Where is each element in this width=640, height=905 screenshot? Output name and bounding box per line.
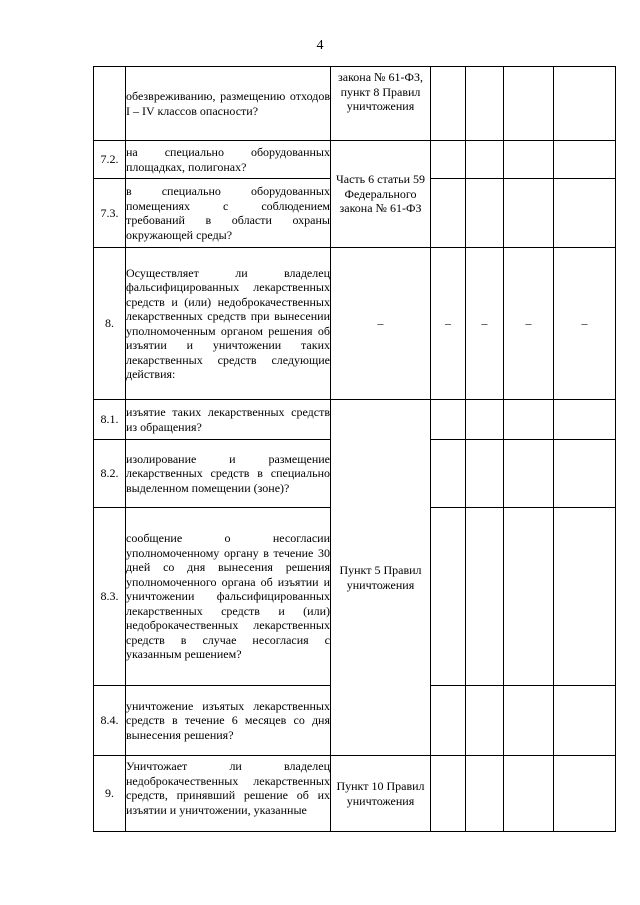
row-number: 7.3. [94, 179, 126, 248]
answer-no-cell [466, 686, 504, 756]
table-row [94, 67, 616, 141]
row-number: 8.4. [94, 686, 126, 756]
answer-no-cell [466, 756, 504, 832]
answer-no-cell [466, 67, 504, 141]
answer-yes-cell [431, 756, 466, 832]
answer-na-cell [504, 67, 554, 141]
checklist-table [93, 66, 616, 832]
question-cell: изолирование и размещение лекарственных средств в специально выделенном помещении (зоне)? [126, 440, 331, 508]
row-number: 8.3. [94, 508, 126, 686]
reference-cell: закона № 61-ФЗ, пункт 8 Правил уничтожения [331, 67, 431, 141]
answer-na-cell [504, 440, 554, 508]
answer-no-cell [466, 179, 504, 248]
row-number: 8.1. [94, 400, 126, 440]
table-row [94, 248, 616, 400]
answer-yes-cell [431, 141, 466, 179]
answer-na-cell [504, 179, 554, 248]
question-cell: на специально оборудованных площадках, полигонах? [126, 141, 331, 179]
table-row [94, 756, 616, 832]
answer-no-cell [466, 440, 504, 508]
question-text: Уничтожает ли владелец недоброкачественных лекарственных средств, принявший решение об их изъятии и уничтожении, указанные [126, 759, 330, 817]
answer-yes-cell [431, 686, 466, 756]
table-row [94, 400, 616, 440]
reference-cell: Пункт 10 Правил уничтожения [331, 756, 431, 832]
answer-na-cell [504, 686, 554, 756]
comment-cell [554, 440, 616, 508]
answer-na-cell: – [504, 248, 554, 400]
comment-cell [554, 141, 616, 179]
row-number: 8.2. [94, 440, 126, 508]
answer-no-cell: – [466, 248, 504, 400]
question-cell: обезвреживанию, размещению отходов I – IV классов опасности? [126, 67, 331, 141]
answer-na-cell [504, 508, 554, 686]
question-cell: в специально оборудованных помещениях с соблюдением требований в области охраны окружающей среды? [126, 179, 331, 248]
answer-no-cell [466, 508, 504, 686]
comment-cell [554, 400, 616, 440]
answer-yes-cell [431, 508, 466, 686]
row-number [94, 67, 126, 141]
comment-cell: – [554, 248, 616, 400]
answer-na-cell [504, 141, 554, 179]
question-cell: сообщение о несогласии уполномоченному органу в течение 30 дней со дня вынесения решения уполномоченного органа об изъятии и уничтожении фальсифицированных лекарственных средств и (или) недоброкачественных лекарственных средств в случае несогласия с указанным решением? [126, 508, 331, 686]
row-number: 9. [94, 756, 126, 832]
comment-cell [554, 756, 616, 832]
page-number: 4 [316, 38, 324, 53]
answer-yes-cell: – [431, 248, 466, 400]
row-number: 7.2. [94, 141, 126, 179]
question-cell: Осуществляет ли владелец фальсифицированных лекарственных средств и (или) недоброкачественных лекарственных средств при вынесении уполномоченным органом решения об изъятии и уничтожении таких лекарственных средств следующие действия: [126, 248, 331, 400]
question-cell [126, 756, 331, 832]
question-cell: уничтожение изъятых лекарственных средств в течение 6 месяцев со дня вынесения решения? [126, 686, 331, 756]
comment-cell [554, 67, 616, 141]
answer-no-cell [466, 141, 504, 179]
answer-yes-cell [431, 179, 466, 248]
question-cell: изъятие таких лекарственных средств из обращения? [126, 400, 331, 440]
comment-cell [554, 508, 616, 686]
comment-cell [554, 686, 616, 756]
table-row [94, 141, 616, 179]
reference-cell: – [331, 248, 431, 400]
answer-yes-cell [431, 400, 466, 440]
comment-cell [554, 179, 616, 248]
answer-na-cell [504, 756, 554, 832]
row-number: 8. [94, 248, 126, 400]
answer-yes-cell [431, 67, 466, 141]
answer-na-cell [504, 400, 554, 440]
answer-no-cell [466, 400, 504, 440]
reference-cell: Пункт 5 Правил уничтожения [331, 400, 431, 756]
answer-yes-cell [431, 440, 466, 508]
reference-cell: Часть 6 статьи 59 Федерального закона № 61-ФЗ [331, 141, 431, 248]
